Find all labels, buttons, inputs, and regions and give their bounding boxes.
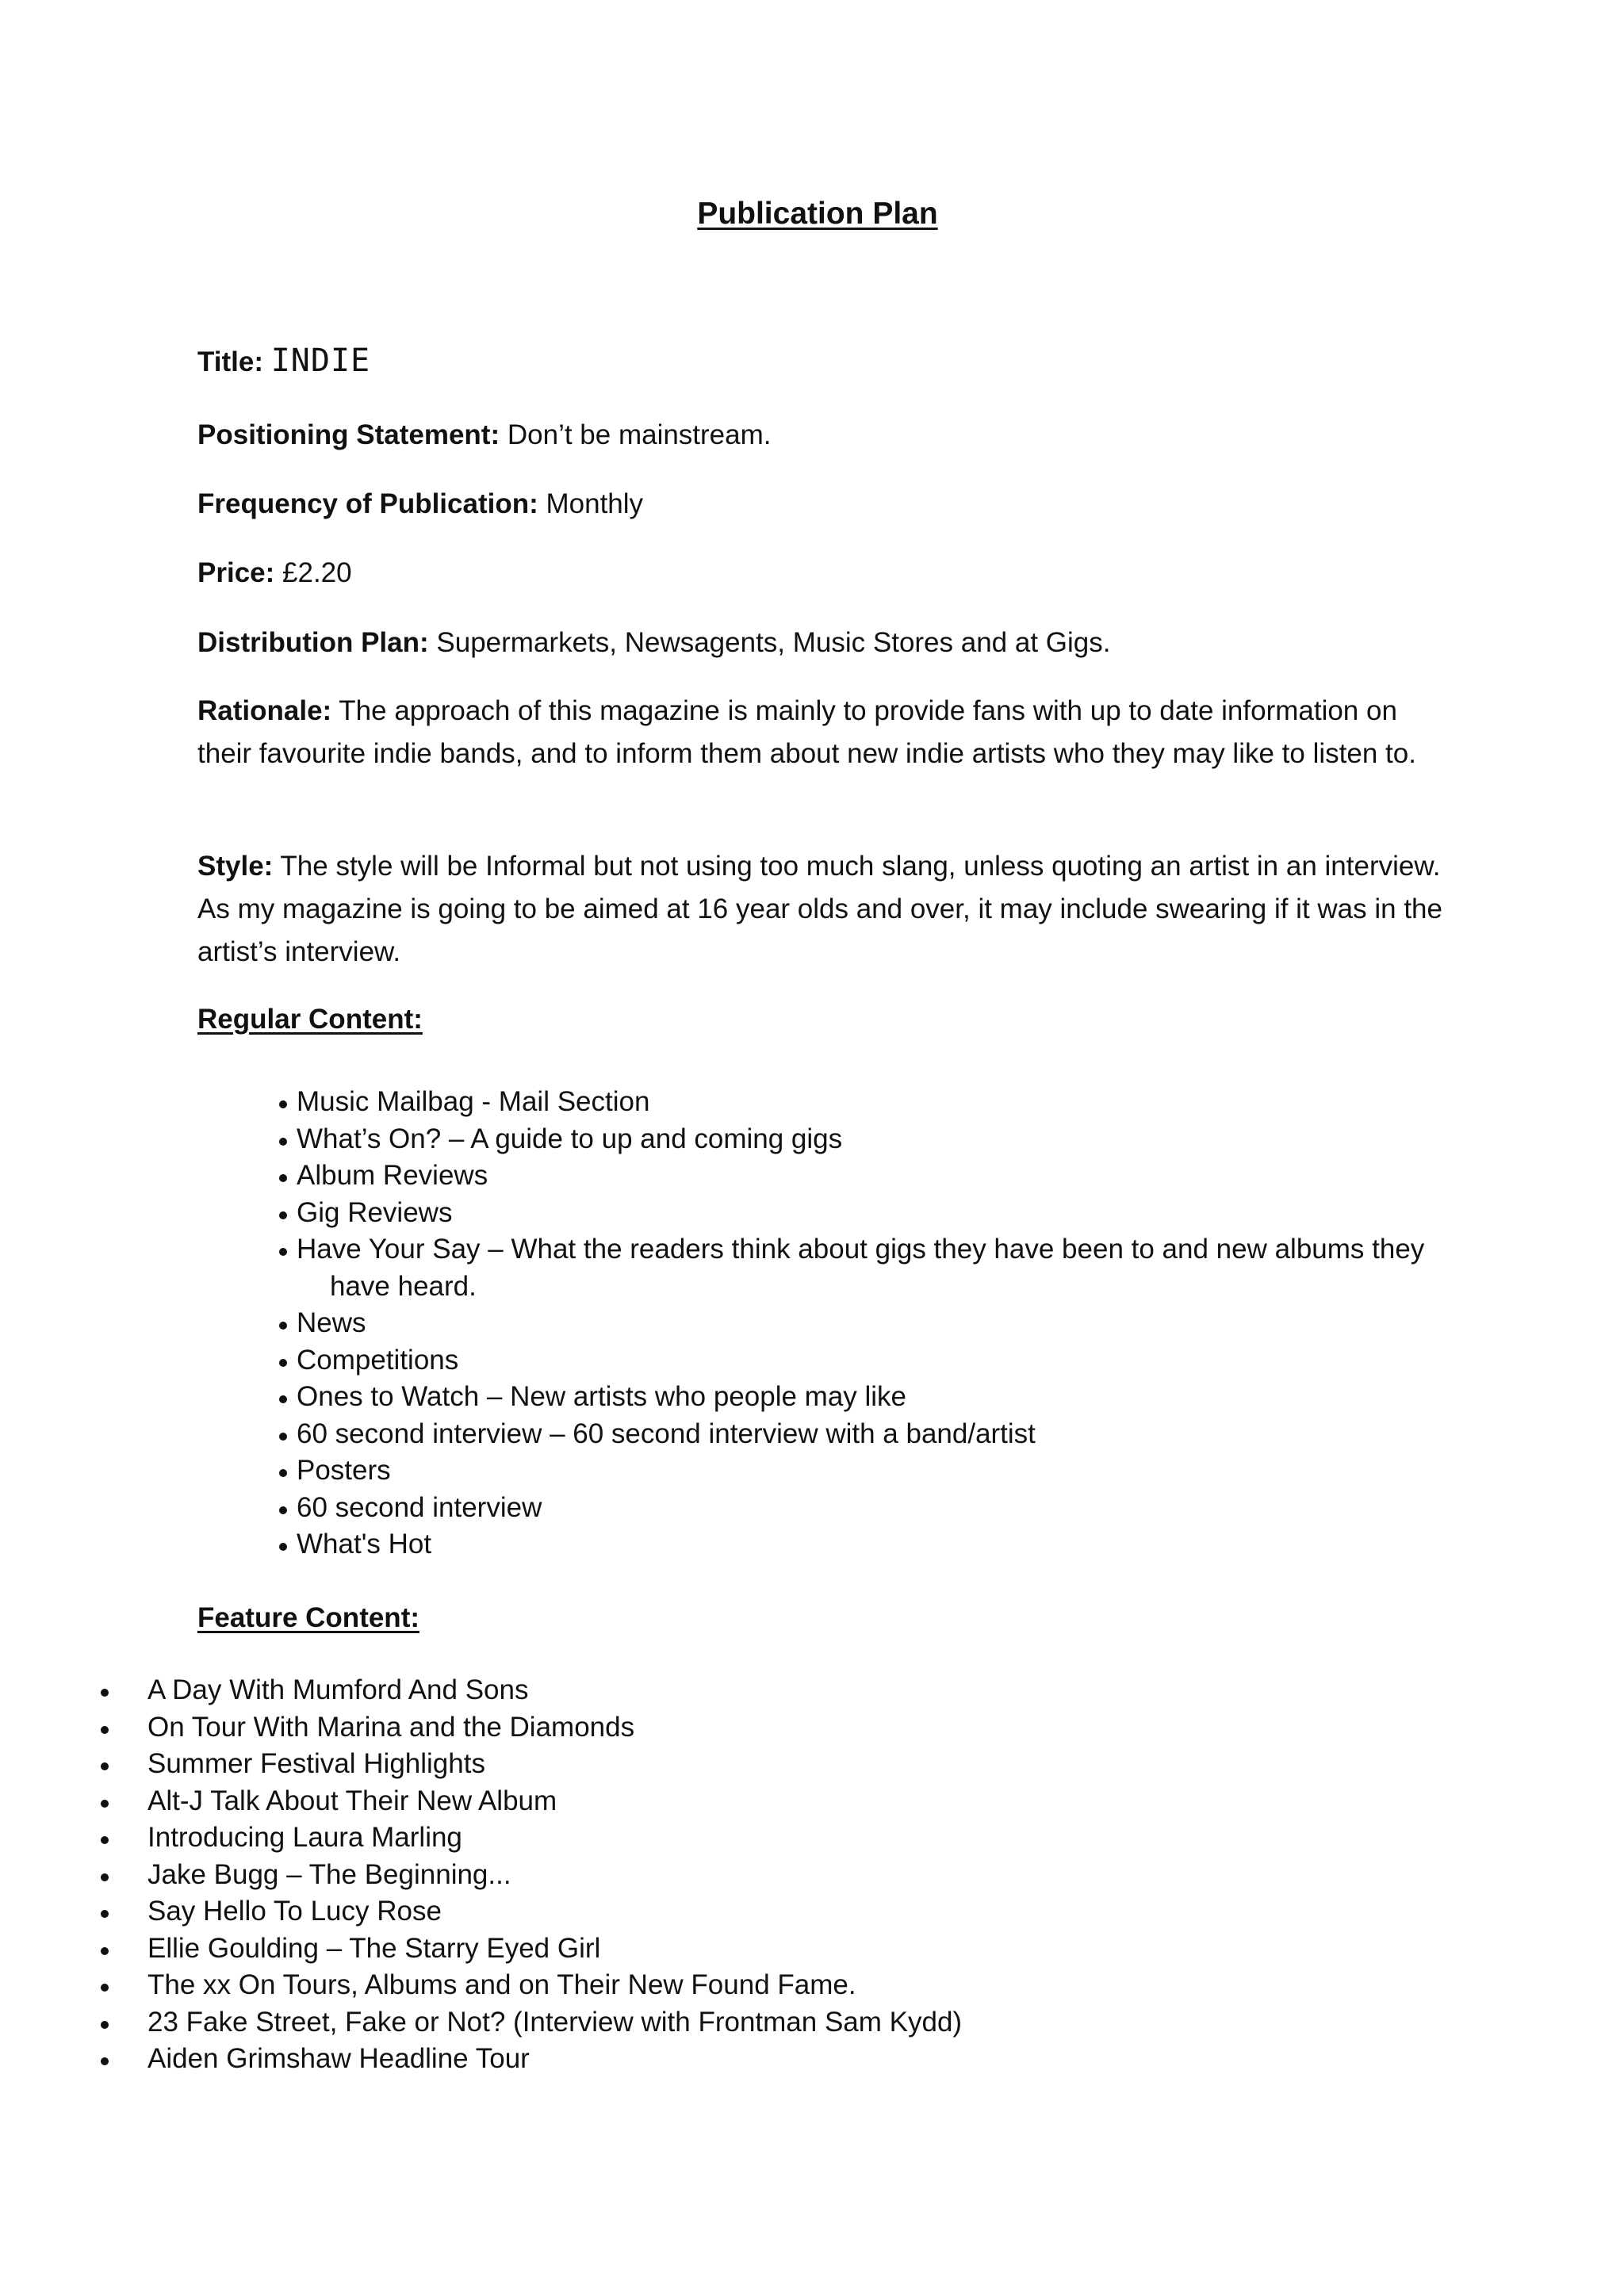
list-item: Have Your Say – What the readers think about gigs they have been to and new albums they have heard. [279, 1231, 1453, 1305]
bullet-icon [279, 1543, 287, 1551]
bullet-icon [279, 1211, 287, 1219]
bullet-icon [101, 2021, 109, 2029]
title-label: Title: [197, 346, 263, 377]
list-item: News [279, 1305, 1453, 1342]
bullet-icon [279, 1248, 287, 1256]
list-item: On Tour With Marina and the Diamonds [0, 1709, 1189, 1747]
bullet-icon [101, 1689, 109, 1697]
frequency-label: Frequency of Publication: [197, 488, 538, 519]
positioning-label: Positioning Statement: [197, 419, 500, 450]
regular-content-heading: Regular Content: [197, 1004, 423, 1035]
style-value: The style will be Informal but not using too much slang, unless quoting an artist in an interview. As my magazine is going to be aimed at 16 year olds and over, it may include swearing if it was in the artist’s interview. [197, 851, 1442, 967]
distribution-value: Supermarkets, Newsagents, Music Stores and at Gigs. [436, 627, 1111, 658]
list-item: Competitions [279, 1342, 1453, 1380]
bullet-icon [279, 1174, 287, 1182]
distribution-label: Distribution Plan: [197, 627, 429, 658]
list-item: What's Hot [279, 1526, 1453, 1563]
style-label: Style: [197, 851, 274, 882]
rationale-field [197, 690, 1450, 775]
frequency-value: Monthly [546, 488, 644, 519]
title-value: INDIE [270, 342, 371, 379]
title-field [197, 339, 1450, 384]
price-value: £2.20 [282, 557, 352, 588]
list-item: Gig Reviews [279, 1195, 1453, 1232]
feature-content-list [0, 1672, 1189, 2078]
bullet-icon [101, 1726, 109, 1734]
list-item: Alt-J Talk About Their New Album [0, 1783, 1189, 1820]
list-item: Album Reviews [279, 1158, 1453, 1195]
style-field [197, 845, 1450, 974]
price-label: Price: [197, 557, 275, 588]
bullet-icon [279, 1138, 287, 1146]
bullet-icon [101, 1947, 109, 1955]
bullet-icon [279, 1100, 287, 1108]
bullet-icon [101, 1910, 109, 1918]
bullet-icon [101, 1984, 109, 1992]
positioning-value: Don’t be mainstream. [507, 419, 772, 450]
list-item: Summer Festival Highlights [0, 1746, 1189, 1783]
regular-content-list [279, 1084, 1453, 1563]
list-item: Jake Bugg – The Beginning... [0, 1857, 1189, 1894]
bullet-icon [279, 1433, 287, 1441]
list-item: 60 second interview – 60 second interview with a band/artist [279, 1416, 1453, 1453]
page-title: Publication Plan [697, 197, 938, 231]
bullet-icon [279, 1506, 287, 1514]
list-item: Posters [279, 1452, 1453, 1490]
list-item: Ones to Watch – New artists who people may like [279, 1379, 1453, 1416]
bullet-icon [279, 1359, 287, 1367]
rationale-value: The approach of this magazine is mainly to provide fans with up to date information on their favourite indie bands, and to inform them about new indie artists who they may like to listen to. [197, 695, 1416, 769]
list-item: Ellie Goulding – The Starry Eyed Girl [0, 1931, 1189, 1968]
list-item: 23 Fake Street, Fake or Not? (Interview with Frontman Sam Kydd) [0, 2004, 1189, 2042]
list-item: What’s On? – A guide to up and coming gigs [279, 1121, 1453, 1158]
list-item: A Day With Mumford And Sons [0, 1672, 1189, 1709]
list-item: Say Hello To Lucy Rose [0, 1893, 1189, 1931]
bullet-icon [279, 1469, 287, 1477]
positioning-field [197, 414, 1450, 457]
bullet-icon [101, 1762, 109, 1770]
frequency-field [197, 483, 1450, 526]
bullet-icon [101, 1800, 109, 1808]
bullet-icon [279, 1395, 287, 1403]
rationale-label: Rationale: [197, 695, 332, 726]
feature-content-heading: Feature Content: [197, 1602, 419, 1633]
bullet-icon [101, 2057, 109, 2065]
bullet-icon [101, 1836, 109, 1844]
bullet-icon [279, 1322, 287, 1330]
distribution-field [197, 622, 1450, 664]
bullet-icon [101, 1873, 109, 1881]
list-item-continuation: have heard. [330, 1270, 477, 1302]
list-item: 60 second interview [279, 1490, 1453, 1527]
list-item: Music Mailbag - Mail Section [279, 1084, 1453, 1121]
list-item: The xx On Tours, Albums and on Their New Found Fame. [0, 1967, 1189, 2004]
price-field [197, 552, 1450, 595]
list-item: Aiden Grimshaw Headline Tour [0, 2041, 1189, 2078]
list-item: Introducing Laura Marling [0, 1820, 1189, 1857]
